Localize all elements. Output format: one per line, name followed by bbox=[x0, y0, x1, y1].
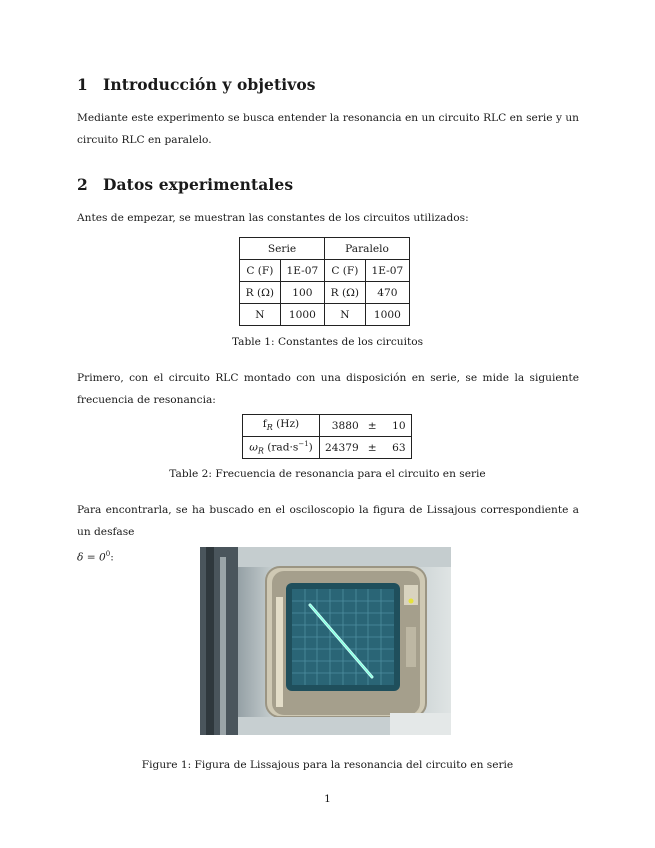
table-cell-label: $f_R$ (Hz) bbox=[243, 415, 320, 437]
table-row bbox=[240, 304, 410, 326]
table-row bbox=[243, 415, 412, 437]
table-cell: C (F) bbox=[240, 260, 281, 282]
oscilloscope-image bbox=[200, 547, 451, 735]
table-cell-label: $\omega_R$ $(rad\cdot s^{-1})$ bbox=[243, 437, 320, 459]
table-cell: 100 bbox=[280, 282, 324, 304]
section-2-heading bbox=[77, 175, 293, 194]
constants-table bbox=[239, 237, 410, 326]
section-2-intro: Antes de empezar, se muestran las constantes de los circuitos utilizados: bbox=[77, 212, 469, 224]
table-header-paralelo: Paralelo bbox=[325, 238, 410, 260]
section-2-paragraph-3: Para encontrarla, se ha buscado en el osciloscopio la figura de Lissajous correspondiente a un desfase $\delta = 0^0$: bbox=[77, 504, 579, 564]
section-1-title: Introducción y objetivos bbox=[103, 75, 316, 94]
figure-1-caption: Figure 1: Figura de Lissajous para la resonancia del circuito en serie bbox=[141, 759, 514, 771]
table-cell: R (Ω) bbox=[240, 282, 281, 304]
section-1-number: 1 bbox=[77, 75, 88, 94]
table-row bbox=[243, 437, 412, 459]
section-2-number: 2 bbox=[77, 175, 88, 194]
section-1-heading bbox=[77, 75, 316, 94]
table-row bbox=[240, 260, 410, 282]
resonance-table bbox=[242, 414, 412, 459]
table-cell-error: 10 bbox=[383, 415, 412, 437]
oscilloscope-photo bbox=[200, 547, 451, 735]
table-cell: N bbox=[240, 304, 281, 326]
table-1-caption: Table 1: Constantes de los circuitos bbox=[231, 336, 424, 348]
table-cell-value: 24379 bbox=[320, 437, 362, 459]
section-2-title: Datos experimentales bbox=[103, 175, 294, 194]
section-2-paragraph-2: Primero, con el circuito RLC montado con una disposición en serie, se mide la siguiente frecuencia de resonancia: bbox=[77, 372, 579, 406]
page-number: 1 bbox=[324, 793, 331, 805]
table-cell-pm: ± bbox=[362, 437, 383, 459]
table-cell-error: 63 bbox=[383, 437, 412, 459]
table-2-caption: Table 2: Frecuencia de resonancia para el circuito en serie bbox=[169, 468, 486, 480]
table-row bbox=[240, 282, 410, 304]
table-cell: N bbox=[325, 304, 366, 326]
table-cell: 470 bbox=[365, 282, 409, 304]
table-cell: C (F) bbox=[325, 260, 366, 282]
table-cell-value: 3880 bbox=[320, 415, 362, 437]
table-cell: 1E-07 bbox=[280, 260, 324, 282]
table-header-row bbox=[240, 238, 410, 260]
table-cell-pm: ± bbox=[362, 415, 383, 437]
section-1-paragraph: Mediante este experimento se busca entender la resonancia en un circuito RLC en serie y un circuito RLC en paralelo. bbox=[77, 112, 579, 146]
table-cell: 1E-07 bbox=[365, 260, 409, 282]
table-header-serie: Serie bbox=[240, 238, 325, 260]
table-cell: 1000 bbox=[280, 304, 324, 326]
table-cell: R (Ω) bbox=[325, 282, 366, 304]
table-cell: 1000 bbox=[365, 304, 409, 326]
